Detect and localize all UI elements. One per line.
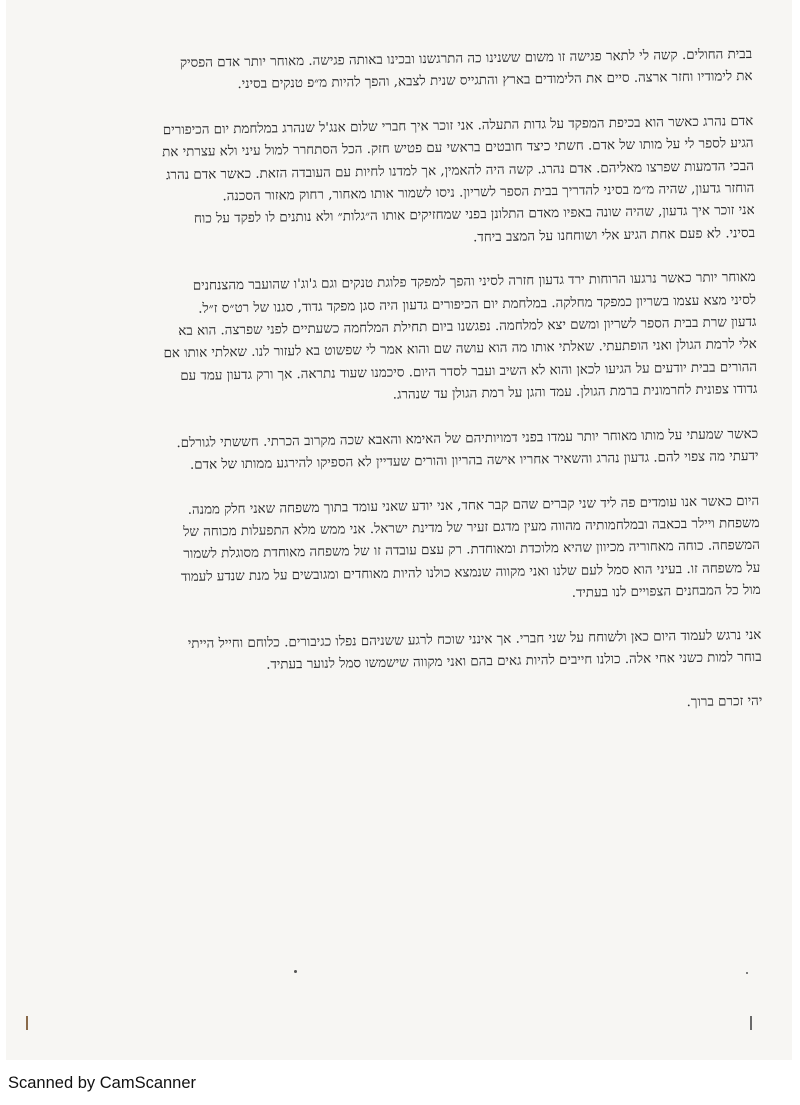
scan-speck [746,972,748,974]
text-line: הוחזר גדעון, שהיה מ״מ בסיני להדריך בבית הספר לשריון. ניסו לשמור אותו מאחור, רחוק מאזור הסכנה. [222,181,755,205]
text-line: על משפחה זו. בעיני הוא סמל לעם שלנו ואני מקווה שנמצא כולנו להיות מאוחדים ומגובשים על מנת שנדע לעמוד [180,560,761,585]
scan-edge-mark [26,1016,28,1030]
text-line: היום כאשר אנו עומדים פה ליד שני קברים שהם קבר אחד, אני יודע שאני עומד בתוך משפחה שאני חלק ממנה. [187,493,760,518]
paragraph-gideon-war [70,267,758,412]
text-line: אלי לרמת הגולן ואני הופתעתי. שאלתי אותו מה הוא עושה שם והוא אמר לי שפשוט בא לעזור לנו. שאלתי אותו אם [163,337,757,362]
text-line: לסיני מצא עצמו בשריון כמפקד מחלקה. במלחמת יום הכיפורים גדעון היה סגן מפקד גדוד, סגנו של רט״ס ז״ל. [198,292,757,317]
letter-body [66,44,762,724]
text-line: את לימודיו וחזר ארצה. סיים את הלימודים בארץ והתגייס שנית לצבא, והפך להיות מ״פ טנקים בסיני. [237,69,753,93]
text-line: הבכי הדמעות שפרצו מאליהם. אדם נהרג. קשה היה להאמין, אך למדנו לחיות עם העובדה הזאת. כאשר אדם נהרג [165,158,755,183]
closing-line: יהי זכרם ברוך. [686,694,763,711]
text-line: ידעתי מה צפוי להם. גדעון נהרג והשאיר אחריו אישה בהריון והורים שעדיין לא הספיקו להירגע ממותו של אדם. [189,449,759,473]
paragraph-heroes [75,624,762,680]
scan-speck [294,970,297,973]
text-line: בבית החולים. קשה לי לתאר פגישה זו משום ששנינו כה התרגשנו ובכינו באותה פגישה. מאוחר יותר אדם הפסיק [179,46,753,71]
paragraph-hospital-meeting [66,44,753,100]
paragraph-parents [72,424,759,480]
text-line: אני נרגש לעמוד היום כאן ולשוחח על שני חברי. אך אינני שוכח לרגע ששניהם נפלו כגיבורים. כלוחם וחייל הייתי [187,627,762,652]
text-line: מאוחר יותר כאשר נרגעו הרוחות ירד גדעון חזרה לסיני והפך למפקד פלוגת טנקים וגם ג'וג'ו שהועבר מהצנחנים [192,270,756,295]
text-line: בוחר למות כשני אחי אלה. כולנו חייבים להיות גאים בהם ואני מקווה שישמשו סמל לנוער בעתיד. [266,649,762,673]
paragraph-closing [76,691,762,724]
text-line: אדם נהרג כאשר הוא בכיפת המפקד על גדות התעלה. אני זוכר איך חברי שלום אנג'ל שנהרג במלחמת יום הכיפורים [162,113,754,139]
scanner-watermark: Scanned by CamScanner [8,1074,197,1092]
paragraph-adam-killed [67,111,755,256]
scanned-page [6,0,792,1060]
scan-edge-mark [750,1016,752,1030]
text-line: בסיני. לא פעם אחת הגיע אלי ושוחחנו על המצב ביחד. [472,225,756,246]
text-line: כאשר שמעתי על מותו מאוחר יותר עמדו בפני דמויותיהם של האימא והאבא שכה מקרוב הכרתי. חששתי לגורלם. [176,426,759,451]
text-line: ההורים בבית יודעים על הגיעו לכאן והוא לא השיב ועבר לסדר היום. סיכמנו שעוד נתראה. אך ורק גדעון עמד עם [180,359,758,384]
text-line: מול כל המבחנים הצפויים לנו בעתיד. [571,583,761,602]
text-line: המשפחה. כוחה מאחוריה מכיוון שהיא מלוכדת ומאוחדת. רק עצם עובדה זו של משפחה מאוחדת מסוגלת לשמור [183,538,760,563]
text-line: גדודו צפונית לחרמונית ברמת הגולן. עמד והגן על רמת הגולן עד שנהרג. [392,382,758,403]
paragraph-family [73,490,761,613]
text-line: אני זוכר איך גדעון, שהיה שונה באפיו מאדם התלונן בפני שמחזיקים אותו ה״גלות״ ולא נותנים לו לפקד על כוח [193,203,755,228]
text-line: משפחת ויילר בכאבה ובמלחמותיה מהווה מעין מדגם זעיר של מדינת ישראל. אני ממש מלא התפעלות מכוחה של [183,515,760,540]
text-line: הגיע לספר לי על מותו של אדם. חשתי כיצד חובטים בראשי עם פטיש חזק. הכל הסתחרר למול עיני ולא עצרתי את [162,136,754,161]
text-line: גדעון שרת בבית הספר לשריון ומשם יצא למלחמה. נפגשנו ביום תחילת המלחמה כשעתיים לפני שפרצה. הוא בא [178,315,757,340]
